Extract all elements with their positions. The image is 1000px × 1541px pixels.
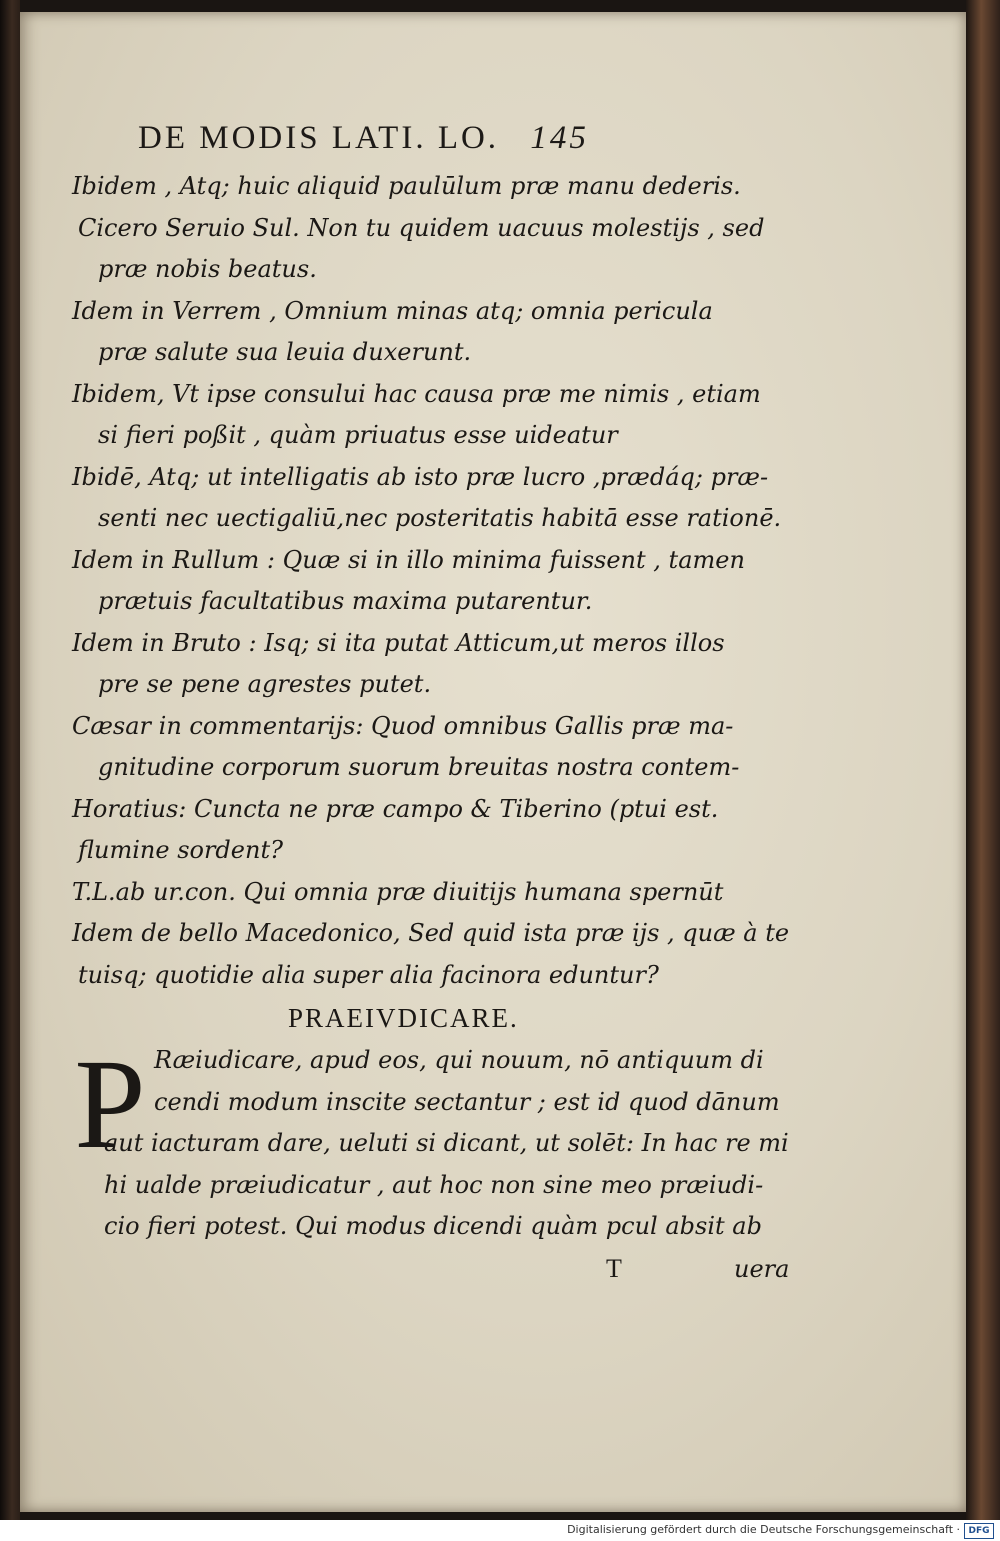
text-line: flumine sordent? [78,836,283,864]
text-line: prætuis facultatibus maxima putarentur. [98,587,593,615]
text-line: Ibidem , Atq; huic aliquid paulūlum præ manu dederis. [72,172,741,200]
text-line: Cicero Seruio Sul. Non tu quidem uacuus molestijs , sed [78,213,765,242]
book-edge-left [0,0,20,1520]
funding-credit: Digitalisierung gefördert durch die Deutsche Forschungsgemeinschaft · [567,1523,960,1536]
text-line: præ salute sua leuia duxerunt. [98,338,472,366]
text-line: si fieri poßit , quàm priuatus esse uideatur [98,421,618,449]
text-line: cio fieri potest. Qui modus dicendi quàm pcul absit ab [104,1212,762,1240]
text-line: Cæsar in commentarijs: Quod omnibus Gallis præ ma- [72,711,734,740]
text-line: Idem de bello Macedonico, Sed quid ista præ ijs , quæ à te [72,919,790,947]
text-line: Ibidem, Vt ipse consului hac causa præ me nimis , etiam [72,379,761,408]
footer-bar [0,1520,1000,1541]
catch-line [72,1248,792,1290]
body-text [72,166,792,1290]
text-line: T.L.ab ur.con. Qui omnia præ diuitijs humana spernūt [72,877,724,906]
text-line: hi ualde præiudicatur , aut hoc non sine meo præiudi- [104,1170,764,1199]
text-line: Horatius: Cuncta ne præ campo & Tiberino (ptui est. [72,794,719,823]
text-line: gnitudine corporum suorum breuitas nostra contem- [98,753,740,781]
section-title: PRAEIVDICARE. [288,1003,519,1033]
text-line: præ nobis beatus. [98,255,317,283]
text-line: Idem in Rullum : Quæ si in illo minima fuissent , tamen [72,545,745,574]
text-line: Ibidē, Atq; ut intelligatis ab isto præ lucro ,prædáq; præ- [72,462,769,491]
running-head-title: DE MODIS LATI. LO. [138,120,500,156]
folio-number: 145 [530,120,589,156]
paragraph [72,1033,792,1248]
text-line: tuisq; quotidie alia super alia facinora eduntur? [78,960,659,989]
text-line: Idem in Bruto : Isq; si ita putat Atticum,ut meros illos [72,628,725,657]
text-line: cendi modum inscite sectantur ; est id quod dānum [154,1087,780,1116]
running-head [72,110,792,166]
page-content [72,110,792,1290]
text-line: aut iacturam dare, ueluti si dicant, ut solēt: In hac re mi [104,1129,789,1157]
text-line: senti nec uectigaliū,nec posteritatis habitā esse rationē. [98,504,782,532]
text-line: pre se pene agrestes putet. [98,670,432,698]
drop-cap: P [74,1033,146,1175]
text-line: Idem in Verrem , Omnium minas atq; omnia pericula [72,296,713,325]
text-line: Ræiudicare, apud eos, qui nouum, nō antiquum di [154,1046,764,1074]
book-page [20,12,966,1512]
dfg-logo: DFG [964,1523,994,1539]
signature-mark: T [606,1253,622,1283]
book-edge-right [966,0,1000,1520]
catchword: uera [734,1254,790,1283]
